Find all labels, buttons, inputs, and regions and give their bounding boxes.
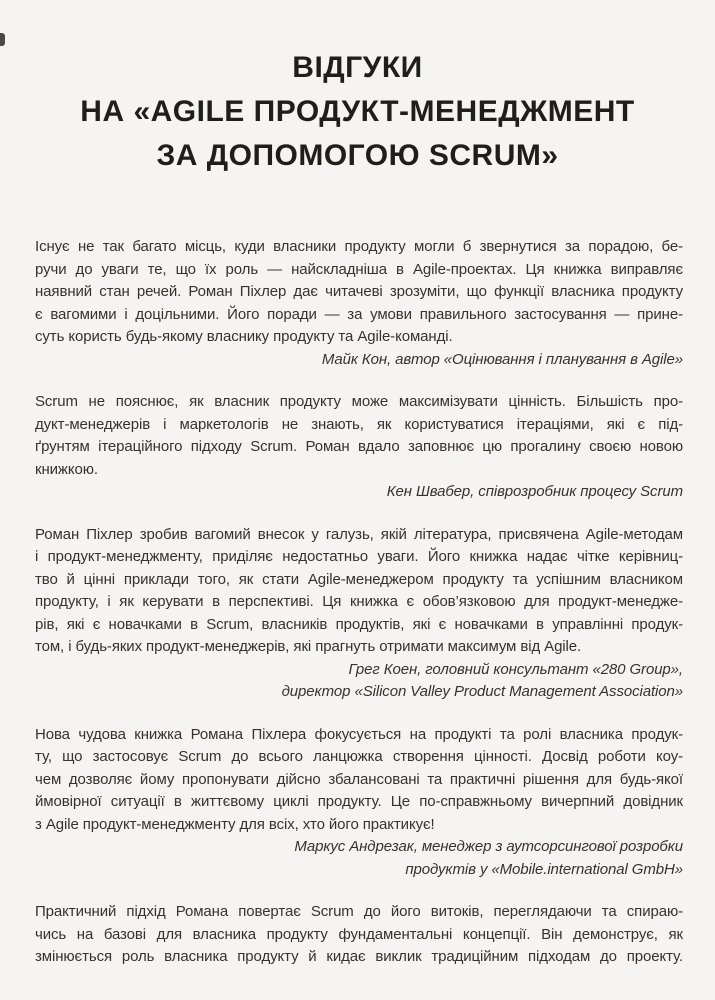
review-line: Scrum не пояснює, як власник продукту може максимізувати цінність. Більшість про-	[35, 393, 683, 410]
review-attribution-line: Маркус Андрезак, менеджер з аутсорсингової розробки	[294, 838, 683, 855]
review-attribution-line: Майк Кон, автор «Оцінювання і планування в Agile»	[321, 350, 683, 368]
review-line: ґрунтям ітераційного підходу Scrum. Роман вдало заповнює цю прогалину своєю новою	[35, 438, 683, 455]
review-line: Роман Піхлер зробив вагомий внесок у галузь, якій література, присвячена Agile-методам	[35, 525, 683, 543]
review-line: том, і будь-яких продукт-менеджерів, які прагнуть отримати максимум від Agile.	[35, 638, 582, 655]
review	[35, 524, 683, 704]
review-line: Практичний підхід Романа повертає Scrum до його витоків, переглядаючи та спираю-	[35, 903, 683, 920]
review-line: є вагомими і доцільними. Його поради — за умови правильного застосування — прине-	[35, 305, 683, 323]
review	[35, 391, 683, 504]
review-line: і продукт-менеджменту, приділяє недостатньо уваги. Його книжка надає чітке керівниц-	[35, 548, 683, 565]
review-line: продукту, і як керувати в перспективі. Ця книжка є обов’язковою для продукт-менедже-	[35, 593, 683, 610]
review-line: Нова чудова книжка Романа Піхлера фокусується на продукті та ролі власника продук-	[35, 725, 683, 743]
review-line: суть користь будь-якому власнику продукту та Agile-команді.	[35, 328, 453, 345]
review-attribution-line: Грег Коен, головний консультант «280 Group»,	[348, 660, 683, 678]
review-attribution-line: продуктів у «Mobile.international GmbH»	[405, 860, 683, 878]
review-line: чись на базові для власника продукту фундаментальні концепції. Він демонструє, як	[35, 925, 683, 943]
review-line: з Agile продукт-менеджменту для всіх, хто його практикує!	[35, 815, 435, 833]
review-line: Існує не так багато місць, куди власники продукту могли б звернутися за порадою, бе-	[35, 238, 683, 255]
review-line: тво й цінні приклади того, як стати Agile-менеджером продукту та успішним власником	[35, 570, 683, 588]
review-attribution-line: директор «Silicon Valley Product Management Association»	[281, 683, 683, 700]
review-line: книжкою.	[35, 460, 98, 478]
review	[35, 236, 683, 371]
page-title-line: ВІДГУКИ	[292, 51, 423, 84]
review-line: ту, що застосовує Scrum до всього ланцюжка створення цінності. Досвід роботи коу-	[35, 748, 683, 765]
review-line: дукт-менеджерів і маркетологів не знають, як користуватися ітераціями, які є під-	[35, 415, 683, 433]
review-line: ймовірної ситуації в життєвому циклі продукту. Це по-справжньому вичерпний довідник	[35, 793, 683, 810]
review	[35, 901, 683, 969]
page-title-line: ЗА ДОПОМОГОЮ SCRUM»	[156, 139, 559, 172]
review-attribution-line: Кен Швабер, співрозробник процесу Scrum	[386, 483, 683, 500]
review-line: наявний стан речей. Роман Піхлер дає читачеві зрозуміти, що функції власника продукту	[35, 283, 683, 300]
page-title	[0, 0, 715, 178]
review	[35, 724, 683, 882]
review-line: ручи до уваги те, що їх роль — найскладніша в Agile-проектах. Ця книжка виправляє	[35, 260, 683, 278]
reviews-section	[35, 236, 683, 969]
review-line: чем дозволяє йому пропонувати дійсно збалансовані та практичні рішення для будь-якої	[35, 770, 683, 788]
review-line: рів, які є новачками в Scrum, власників продуктів, які є новачками в управлінні продук-	[35, 615, 683, 633]
review-line: змінюється роль власника продукту й кидає виклик традиційним підходам до проекту.	[35, 948, 683, 965]
scan-artifact	[0, 33, 5, 46]
page-title-line: НА «AGILE ПРОДУКТ-МЕНЕДЖМЕНТ	[80, 95, 635, 128]
